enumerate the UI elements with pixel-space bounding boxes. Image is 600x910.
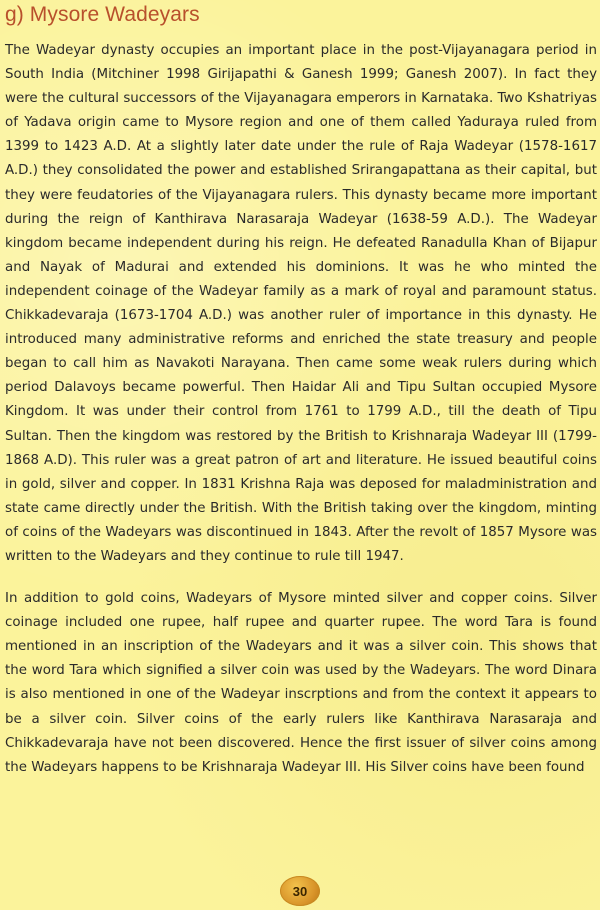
paragraph-1: The Wadeyar dynasty occupies an important place in the post-Vijayanagara period in South India (Mitchiner 1998 Girijapathi & Ganesh 1999; Ganesh 2007). In fact they were the cultural successors of the Vijayanagara emperors in Karnataka. Two Kshatriyas of Yadava origin came to Mysore region and one of them called Yaduraya ruled from 1399 to 1423 A.D. At a slightly later date under the rule of Raja Wadeyar (1578-1617 A.D.) they consolidated the power and established Srirangapattana as their capital, but they were feudatories of the Vijayanagara rulers. This dynasty became more important during the reign of Kanthirava Narasaraja Wadeyar (1638-59 A.D.). The Wadeyar kingdom became independent during his reign. He defeated Ranadulla Khan of Bijapur and Nayak of Madurai and extended his dominions. It was he who minted the independent coinage of the Wadeyar family as a mark of royal and paramount status. Chikkadevaraja (1673-1704 A.D.) was another ruler of importance in this dynasty. He introduced many administrative reforms and enriched the state treasury and people began to call him as Navakoti Narayana. Then came some weak rulers during which period Dalavoys became powerful. Then Haidar Ali and Tipu Sultan occupied Mysore Kingdom. It was under their control from 1761 to 1799 A.D., till the death of Tipu Sultan. Then the kingdom was restored by the British to Krishnaraja Wadeyar III (1799-1868 A.D). This ruler was a great patron of art and literature. He issued beautiful coins in gold, silver and copper. In 1831 Krishna Raja was deposed for maladministration and state came directly under the British. With the British taking over the kingdom, minting of coins of the Wadeyars was discontinued in 1843. After the revolt of 1857 Mysore was written to the Wadeyars and they continue to rule till 1947. [5,43,597,564]
page-number: 30 [292,883,308,899]
paragraph-2: In addition to gold coins, Wadeyars of Mysore minted silver and copper coins. Silver coinage included one rupee, half rupee and quarter rupee. The word Tara is found mentioned in an inscription of the Wadeyars and it was a silver coin. This shows that the word Tara which signified a silver coin was used by the Wadeyars. The word Dinara is also mentioned in one of the Wadeyar inscrptions and from the context it appears to be a silver coin. Silver coins of the early rulers like Kanthirava Narasaraja and Chikkadevaraja have not been discovered. Hence the first issuer of silver coins among the Wadeyars happens to be Krishnaraja Wadeyar III. His Silver coins have been found [5,591,597,775]
page-number-badge [280,876,320,906]
body-text [5,39,597,780]
section-heading: g) Mysore Wadeyars [5,3,200,26]
